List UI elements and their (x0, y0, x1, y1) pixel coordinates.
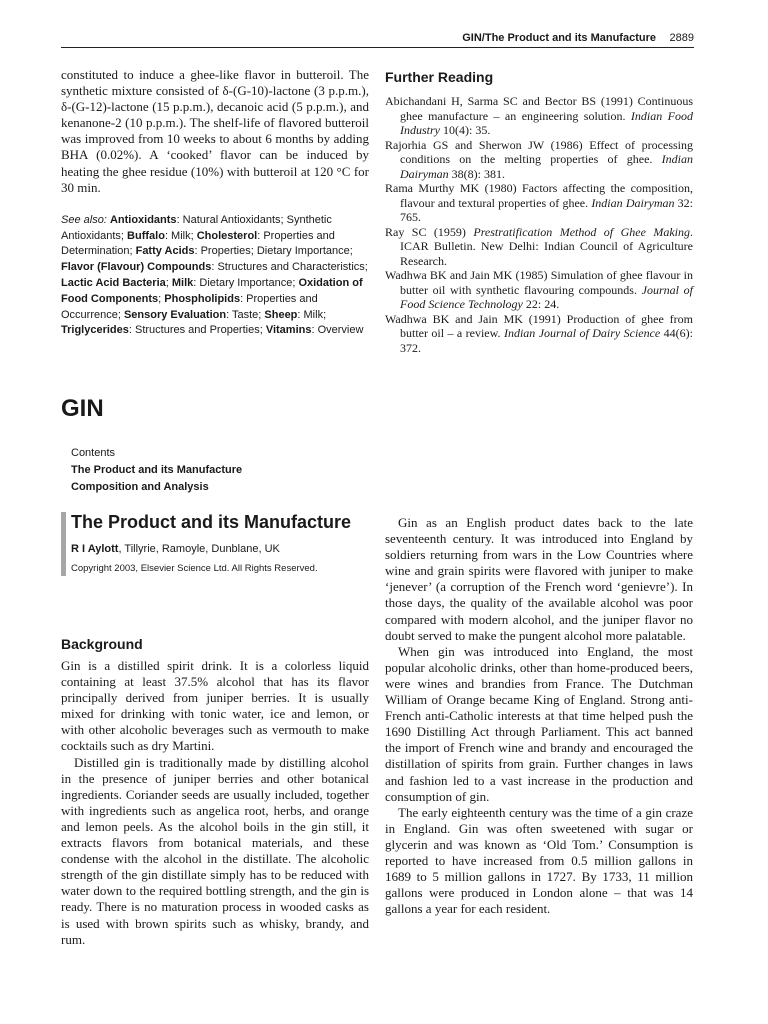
copyright-line: Copyright 2003, Elsevier Science Ltd. All Rights Reserved. (71, 562, 318, 574)
reference-authors-title: Wadhwa BK and Jain MK (1985) Simulation of ghee flavour in butter oil with synthetic flavouring compounds. (385, 268, 693, 297)
reference-authors-title: Abichandani H, Sarma SC and Bector BS (1991) Continuous ghee manufacture – an engineering solution. (385, 94, 693, 123)
article-right-column (385, 515, 693, 917)
prev-article-paragraph: constituted to induce a ghee-like flavor in butteroil. The synthetic mixture consisted of δ-(G-10)-lactone (3 p.p.m.), δ-(G-12)-lactone (15 p.p.m.), decanoic acid (5 p.p.m.), and kenanone-2 (10 p.p.m.). The shelf-life of flavored butteroil was improved from 10 weeks to about 6 months by adding BHA (0.02%). A ‘cooked’ flavor can be induced by heating the ghee residue (10%) with butteroil at 120 °C for 30 min. (61, 67, 369, 195)
see-also-link[interactable]: Buffalo (127, 229, 165, 242)
page-number: 2889 (669, 32, 694, 44)
see-also-label: See also: (61, 213, 107, 226)
see-also-subtopics: : Milk; (164, 229, 197, 242)
see-also-link[interactable]: Antioxidants (109, 213, 177, 226)
running-header (61, 29, 694, 48)
author-name: R I Aylott (71, 542, 119, 555)
article-paragraph: When gin was introduced into England, the most popular alcoholic drinks, other than home-produced beers, were wines and brandies from France. The Dutchman William of Orange became King of England. Strong anti-French anti-Catholic interests at that time helped push the 1690 Distilling Act through Parliament. This act banned the import of French wine and brandy and encouraged the distillation of spirits from grain. Further changes in laws and fashion led to a vast increase in the production and consumption of gin. (385, 643, 693, 804)
reference-entry (385, 181, 693, 225)
see-also-block (61, 213, 369, 339)
reference-volume: 10(4): 35. (440, 123, 491, 137)
see-also-link[interactable]: Lactic Acid Bacteria (61, 276, 166, 289)
reference-list (385, 94, 693, 355)
reference-source: Prestratification Method of Ghee Making (473, 224, 691, 239)
see-also-link[interactable]: Triglycerides (61, 324, 129, 337)
article-header (61, 512, 379, 576)
entry-title: GIN (61, 395, 104, 422)
see-also-link[interactable]: Oxidation of Food Components (61, 276, 363, 305)
see-also-subtopics: : Milk; (297, 308, 327, 321)
reference-authors-title: Ray SC (1959) (385, 224, 474, 239)
article-paragraph: Distilled gin is traditionally made by distilling alcohol in the presence of juniper berries and other botanical ingredients. Coriander seeds are usually included, together with ingredients such as angelica root, herbs, and orange and lemon peels. As the alcohol boils in the gin still, it extracts flavors from botanical materials, and these condense with the alcohol in the distillate. The alcoholic strength of the gin distillate simply has to be reduced with water down to the required bottling strength, and the gin is ready. There is no maturation process in wooded casks as is used with brown spirits such as whisky, brandy, and rum. (61, 754, 369, 947)
reference-authors-title: Rama Murthy MK (1980) Factors affecting the composition, flavour and textural properties of ghee. (385, 181, 693, 210)
article-paragraph: Gin is a distilled spirit drink. It is a colorless liquid containing at least 37.5% alcohol that has its flavor principally derived from juniper berries. It is usually mixed for drinking with tonic water, ice and lemon, or with other alcoholic beverages such as vermouth to make cocktails such as dry Martini. (61, 658, 369, 754)
reference-entry (385, 94, 693, 138)
reference-source: Indian Food Industry (400, 108, 693, 137)
reference-volume: 38(8): 381. (448, 166, 505, 181)
see-also-link[interactable]: Milk (171, 276, 194, 289)
running-title: GIN/The Product and its Manufacture (462, 32, 656, 44)
see-also-link[interactable]: Phospholipids (164, 292, 241, 305)
author-affiliation: , Tillyrie, Ramoyle, Dunblane, UK (118, 542, 280, 555)
see-also-link[interactable]: Cholesterol (196, 229, 258, 242)
see-also-list (61, 214, 368, 337)
see-also-link[interactable]: Vitamins (265, 324, 312, 337)
reference-entry (385, 225, 693, 269)
see-also-link[interactable]: Sensory Evaluation (123, 308, 227, 321)
reference-volume: 32: 765. (400, 195, 693, 224)
see-also-subtopics: : Structures and Properties; (128, 324, 266, 337)
see-also-subtopics: ; (158, 292, 165, 305)
see-also-subtopics: ; (165, 276, 172, 289)
contents-box (71, 445, 242, 496)
reference-volume: 44(6): 372. (400, 326, 694, 355)
see-also-subtopics: : Properties and Determination; (61, 229, 335, 258)
see-also-subtopics: : Natural Antioxidants; Synthetic Antioxidants; (61, 213, 332, 242)
contents-item-composition[interactable]: Composition and Analysis (71, 481, 209, 493)
reference-authors-title: Wadhwa BK and Jain MK (1991) Production of ghee from butter oil – a review. (385, 311, 693, 340)
see-also-subtopics: : Overview (311, 324, 364, 337)
contents-item-product[interactable]: The Product and its Manufacture (71, 464, 243, 476)
see-also-subtopics: : Properties and Occurrence; (61, 292, 318, 321)
article-paragraph: The early eighteenth century was the time of a gin craze in England. Gin was often sweetened with sugar or glycerin and was known as ‘Old Tom.’ Consumption is reported to have increased from 0.5 million gallons in 1689 to 5 million gallons in 1727. By 1733, 11 million gallons were produced in London alone – that was 14 gallons a year for each resident. (385, 804, 693, 917)
article-title: The Product and its Manufacture (71, 512, 352, 532)
reference-source: Indian Dairyman (591, 195, 675, 210)
reference-entry (385, 268, 693, 312)
reference-volume: 22: 24. (522, 297, 560, 311)
see-also-subtopics: : Dietary Importance; (193, 276, 299, 289)
reference-source: Indian Dairyman (400, 152, 693, 181)
author-line (71, 541, 379, 557)
see-also-link[interactable]: Flavor (Flavour) Compounds (61, 261, 212, 274)
see-also-link[interactable]: Fatty Acids (135, 245, 195, 258)
section-heading-background: Background (61, 636, 143, 652)
further-reading-heading: Further Reading (385, 69, 494, 85)
article-paragraph: Gin as an English product dates back to the late seventeenth century. It was introduced into England by soldiers returning from wars in the Low Countries where wine and grain spirits were flavored with juniper to make ‘jenever’ (a corruption of the French word ‘genievre’). In those days, the quality of the available alcohol was poor compared with modern alcohol, and the juniper flavor no doubt served to make the pungent alcohol more palatable. (385, 515, 693, 643)
see-also-subtopics: : Structures and Characteristics; (211, 261, 368, 274)
reference-volume: . ICAR Bulletin. New Delhi: Indian Council of Agriculture Research. (400, 224, 694, 268)
see-also-subtopics: : Taste; (226, 308, 265, 321)
reference-source: Journal of Food Science Technology (400, 282, 693, 311)
reference-authors-title: Rajorhia GS and Sherwon JW (1986) Effect of processing conditions on the melting properties of ghee. (385, 137, 693, 166)
prev-article-left-column (61, 67, 369, 339)
see-also-link[interactable]: Sheep (264, 308, 298, 321)
see-also-subtopics: : Properties; Dietary Importance; (194, 245, 353, 258)
contents-label: Contents (71, 447, 116, 459)
article-left-column (61, 658, 369, 948)
further-reading-column (385, 67, 693, 355)
reference-source: Indian Journal of Dairy Science (503, 326, 661, 340)
reference-entry (385, 138, 693, 182)
reference-entry (385, 312, 693, 356)
